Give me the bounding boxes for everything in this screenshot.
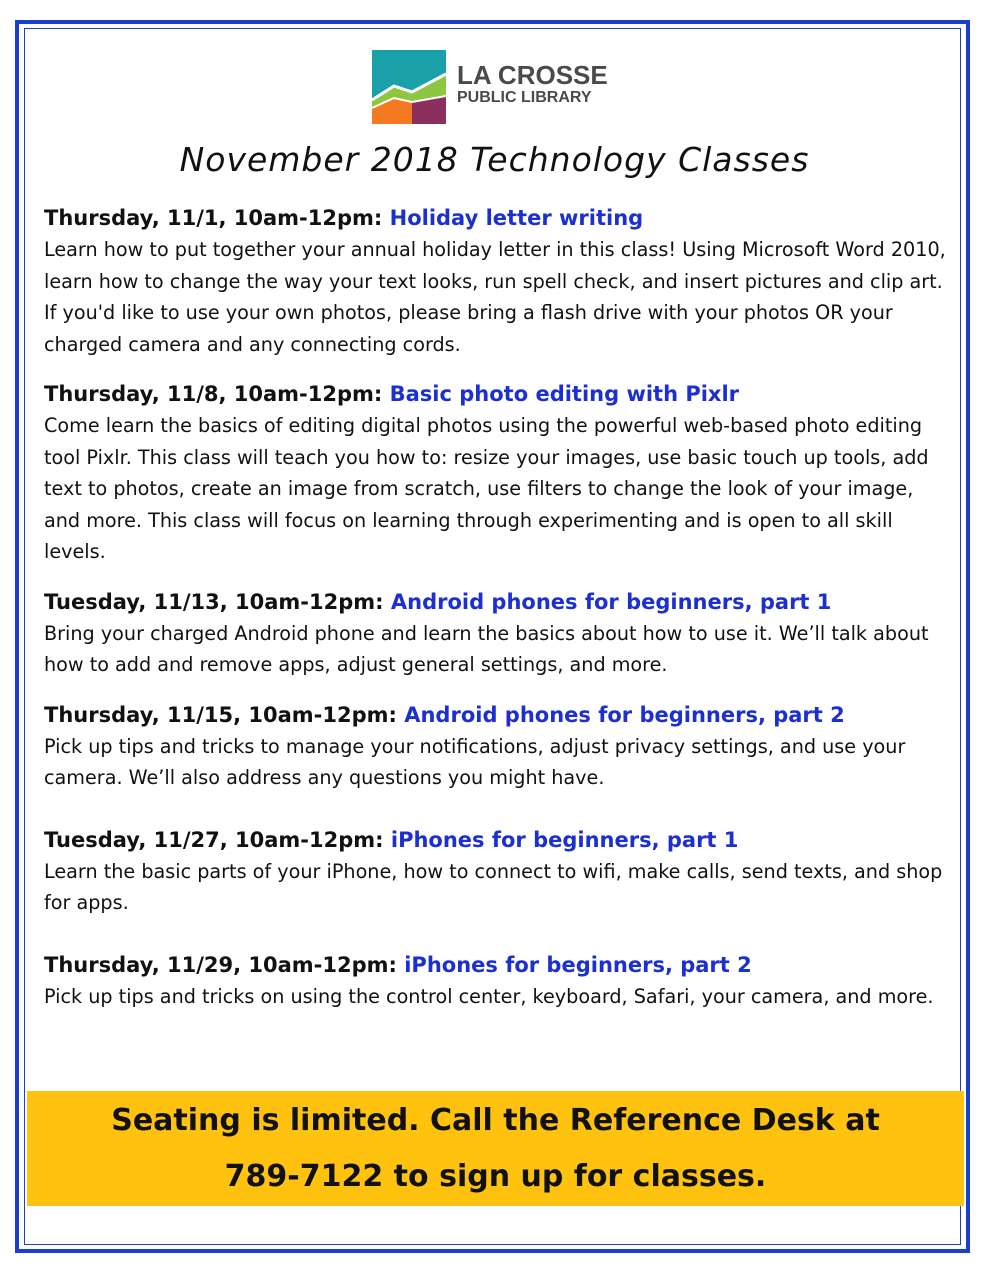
class-date-time: Thursday, 11/29, 10am-12pm: bbox=[44, 952, 397, 977]
class-heading bbox=[44, 824, 949, 856]
class-item bbox=[44, 202, 949, 360]
class-item bbox=[44, 949, 949, 1013]
class-description: Learn how to put together your annual holiday letter in this class! Using Microsoft Word 2010, learn how to change the way your text looks, run spell check, and insert pictures and clip art. If you'd like to use your own photos, please bring a flash drive with your photos OR your charged camera and any connecting cords. bbox=[44, 238, 946, 356]
class-heading bbox=[44, 699, 949, 731]
class-date-time: Tuesday, 11/27, 10am-12pm: bbox=[44, 827, 384, 852]
class-description: Come learn the basics of editing digital photos using the powerful web-based photo editing tool Pixlr. This class will teach you how to: resize your images, use basic touch up tools, add text to photos, create an image from scratch, use filters to change the look of your image, and more. This class will focus on learning through experimenting and is open to all skill levels. bbox=[44, 414, 929, 563]
class-title: Android phones for beginners, part 1 bbox=[390, 589, 832, 614]
class-item bbox=[44, 586, 949, 681]
class-title: Android phones for beginners, part 2 bbox=[404, 702, 845, 727]
class-description: Learn the basic parts of your iPhone, how to connect to wifi, make calls, send texts, and shop for apps. bbox=[44, 859, 943, 914]
library-logo bbox=[372, 50, 632, 124]
class-title: iPhones for beginners, part 1 bbox=[390, 827, 739, 852]
page-title: November 2018 Technology Classes bbox=[179, 140, 810, 179]
banner-line-2: 789-7122 to sign up for classes. bbox=[224, 1159, 767, 1194]
class-heading bbox=[44, 378, 949, 410]
logo-line-2: PUBLIC LIBRARY bbox=[457, 89, 592, 106]
logo-line-1: LA CROSSE bbox=[457, 60, 608, 90]
class-description: Pick up tips and tricks to manage your notifications, adjust privacy settings, and use your camera. We’ll also address any questions you might have. bbox=[44, 734, 906, 789]
library-logo-mark-icon bbox=[372, 50, 446, 124]
class-title: iPhones for beginners, part 2 bbox=[404, 952, 752, 977]
class-date-time: Thursday, 11/15, 10am-12pm: bbox=[44, 702, 397, 727]
class-item bbox=[44, 378, 949, 568]
class-item bbox=[44, 824, 949, 919]
class-description: Pick up tips and tricks on using the control center, keyboard, Safari, your camera, and more. bbox=[44, 984, 934, 1008]
signup-banner bbox=[27, 1091, 964, 1206]
class-list bbox=[44, 202, 949, 1030]
class-date-time: Thursday, 11/1, 10am-12pm: bbox=[44, 206, 383, 230]
banner-line-1: Seating is limited. Call the Reference Desk at bbox=[111, 1103, 880, 1138]
library-logo-text bbox=[457, 62, 608, 106]
class-item bbox=[44, 699, 949, 794]
class-heading bbox=[44, 202, 949, 234]
class-title: Holiday letter writing bbox=[389, 206, 644, 230]
class-heading bbox=[44, 586, 949, 618]
class-date-time: Tuesday, 11/13, 10am-12pm: bbox=[44, 589, 384, 614]
class-description: Bring your charged Android phone and learn the basics about how to use it. We’ll talk about how to add and remove apps, adjust general settings, and more. bbox=[44, 621, 929, 676]
class-date-time: Thursday, 11/8, 10am-12pm: bbox=[44, 382, 383, 406]
class-heading bbox=[44, 949, 949, 981]
class-title: Basic photo editing with Pixlr bbox=[389, 382, 740, 406]
